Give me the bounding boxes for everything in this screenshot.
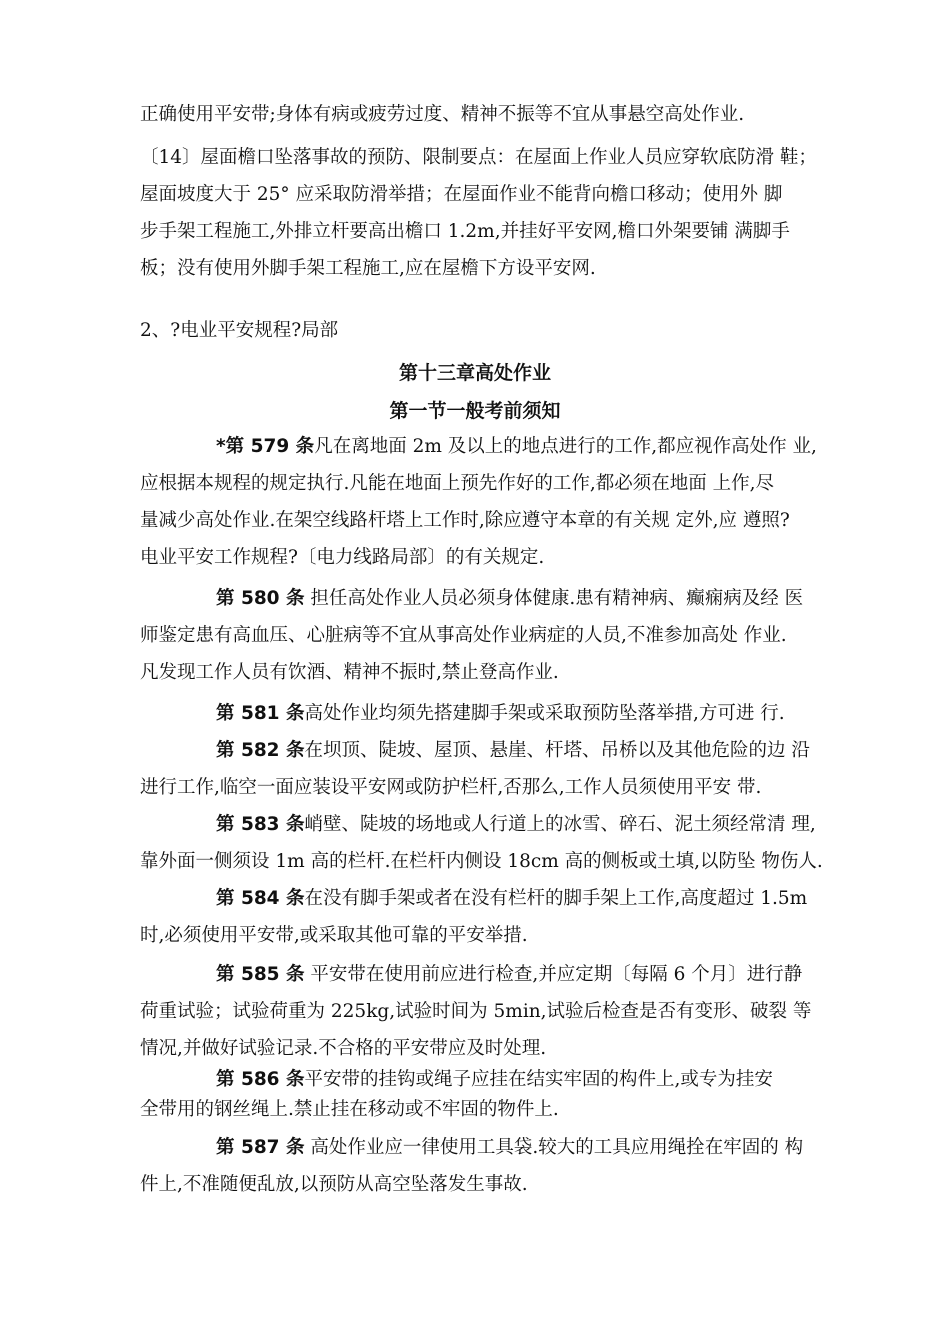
text-line: 步手架工程施工,外排立杆要高出檐口 1.2m,并挂好平安网,檐口外架要铺 满脚手 [140, 221, 790, 242]
article-number: 第 580 条 [216, 588, 305, 609]
article-text: 在没有脚手架或者在没有栏杆的脚手架上工作,高度超过 1.5m [304, 888, 808, 909]
text-line: 件上,不准随便乱放,以预防从高空坠落发生事故. [140, 1174, 528, 1195]
text-line: 〔14〕屋面檐口坠落事故的预防、限制要点：在屋面上作业人员应穿软底防滑 鞋； [140, 147, 817, 168]
article-number: 第 587 条 [216, 1137, 305, 1158]
article-text: 在坝顶、陡坡、屋顶、悬崖、杆塔、吊桥以及其他危险的边 沿 [304, 740, 810, 761]
article-number: 第 585 条 [216, 964, 305, 985]
article-579 [216, 434, 817, 460]
article-text: 平安带的挂钩或绳子应挂在结实牢固的构件上,或专为挂安 [304, 1069, 773, 1090]
article-583 [216, 812, 816, 838]
text-line: 进行工作,临空一面应装设平安网或防护栏杆,否那么,工作人员须使用平安 带. [140, 777, 762, 798]
text-line: 师鉴定患有高血压、心脏病等不宜从事高处作业病症的人员,不准参加高处 作业. [140, 625, 787, 646]
text-line: 电业平安工作规程?〔电力线路局部〕的有关规定. [140, 547, 545, 568]
article-586 [216, 1067, 773, 1093]
text-line: 荷重试验；试验荷重为 225kg,试验时间为 5min,试验后检查是否有变形、破裂 等 [140, 1001, 812, 1022]
chapter-title: 第十三章高处作业 [398, 362, 551, 384]
text-line: 靠外面一侧须设 1m 高的栏杆.在栏杆内侧设 18cm 高的侧板或土填,以防坠 物伤人. [140, 851, 823, 872]
text-line: 凡发现工作人员有饮酒、精神不振时,禁止登高作业. [140, 662, 559, 683]
section-number-line: 2、?电业平安规程?局部 [140, 320, 339, 341]
text-line: 应根据本规程的规定执行.凡能在地面上预先作好的工作,都必须在地面 上作,尽 [140, 473, 775, 494]
text-line: 屋面坡度大于 25° 应采取防滑举措；在屋面作业不能背向檐口移动；使用外 脚 [140, 184, 783, 205]
article-text: 高处作业均须先搭建脚手架或采取预防坠落举措,方可进 行. [304, 703, 785, 724]
text-line: 情况,并做好试验记录.不合格的平安带应及时处理. [140, 1038, 547, 1059]
article-text: 平安带在使用前应进行检查,并应定期〔每隔 6 个月〕进行静 [304, 964, 803, 985]
article-number: 第 583 条 [216, 814, 305, 835]
article-text: 担任高处作业人员必须身体健康.患有精神病、癫痫病及经 医 [304, 588, 804, 609]
text-line: 板；没有使用外脚手架工程施工,应在屋檐下方设平安网. [140, 258, 596, 279]
article-number: 第 581 条 [216, 703, 305, 724]
text-line: 正确使用平安带;身体有病或疲劳过度、精神不振等不宜从事悬空高处作业. [140, 104, 745, 125]
article-number: 第 582 条 [216, 740, 305, 761]
article-text: 凡在离地面 2m 及以上的地点进行的工作,都应视作高处作 业, [314, 436, 817, 457]
article-581 [216, 701, 785, 727]
text-line: 量减少高处作业.在架空线路杆塔上工作时,除应遵守本章的有关规 定外,应 遵照? [140, 510, 790, 531]
section-title: 第一节一般考前须知 [389, 400, 561, 422]
text-line: 全带用的钢丝绳上.禁止挂在移动或不牢固的物件上. [140, 1099, 559, 1120]
article-number: *第 579 条 [216, 436, 315, 457]
article-number: 第 586 条 [216, 1069, 305, 1090]
article-584 [216, 886, 807, 912]
article-585 [216, 962, 802, 988]
article-582 [216, 738, 810, 764]
article-580 [216, 586, 803, 612]
article-number: 第 584 条 [216, 888, 305, 909]
text-line: 时,必须使用平安带,或采取其他可靠的平安举措. [140, 925, 528, 946]
article-587 [216, 1135, 803, 1161]
article-text: 高处作业应一律使用工具袋.较大的工具应用绳拴在牢固的 构 [304, 1137, 804, 1158]
article-text: 峭壁、陡坡的场地或人行道上的冰雪、碎石、泥土须经常清 理, [304, 814, 816, 835]
